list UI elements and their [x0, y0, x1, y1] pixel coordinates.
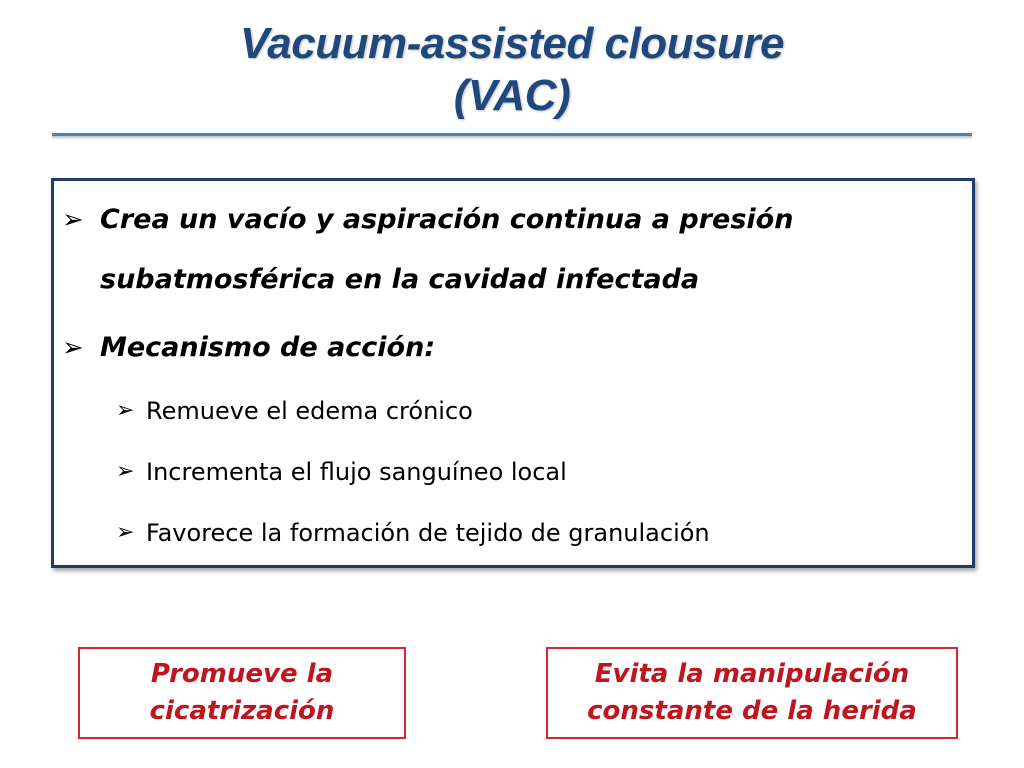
sub-bullet-1 [116, 396, 946, 426]
title-underline [52, 133, 972, 136]
sub-bullet-2 [116, 457, 946, 487]
callout-left [78, 647, 406, 739]
main-bullet-2 [62, 318, 930, 378]
callout-right [546, 647, 958, 739]
arrow-bullet-icon: ➢ [62, 205, 84, 235]
arrow-bullet-icon: ➢ [116, 459, 135, 484]
main-bullet-1-line2: subatmosférica en la cavidad infectada [100, 264, 700, 295]
callout-right-line1: Evita la manipulación [594, 659, 910, 689]
slide-title-line1: Vacuum-assisted clousure [240, 19, 784, 68]
slide-title-line2: (VAC) [453, 71, 571, 120]
slide-title [0, 18, 1024, 122]
callout-left-line1: Promueve la [150, 659, 334, 689]
arrow-bullet-icon: ➢ [62, 333, 84, 363]
sub-bullet-3 [116, 518, 946, 548]
callout-left-line2: cicatrización [149, 696, 335, 726]
sub-bullet-3-text: Favorece la formación de tejido de granulación [146, 519, 710, 547]
arrow-bullet-icon: ➢ [116, 520, 135, 545]
main-bullet-1-line1: Crea un vacío y aspiración continua a presión [100, 204, 794, 235]
main-bullet-1 [62, 190, 930, 310]
sub-bullet-2-text: Incrementa el flujo sanguíneo local [146, 458, 567, 486]
callout-right-line2: constante de la herida [587, 696, 917, 726]
main-bullet-2-text: Mecanismo de acción: [100, 332, 436, 363]
sub-bullet-1-text: Remueve el edema crónico [146, 397, 473, 425]
arrow-bullet-icon: ➢ [116, 398, 135, 423]
